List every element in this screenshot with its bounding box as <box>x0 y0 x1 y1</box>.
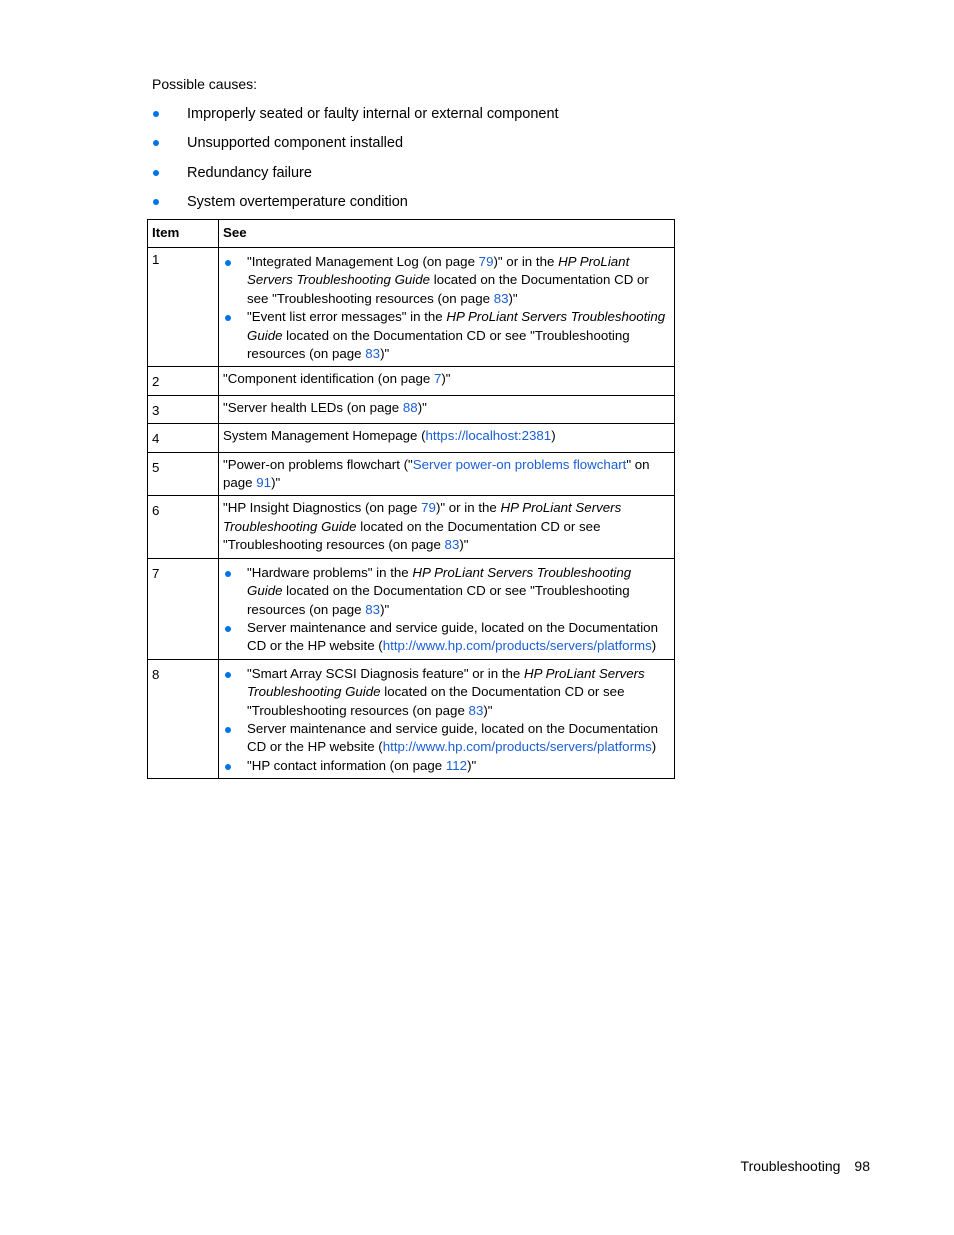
list-item: Server maintenance and service guide, located on the Documentation CD or the HP website (http://www.hp.com/products/servers/platforms) <box>223 619 670 656</box>
bullet-icon <box>153 111 159 117</box>
page-link[interactable]: 83 <box>365 601 381 617</box>
page-link[interactable]: 91 <box>256 475 272 491</box>
url-link[interactable]: http://www.hp.com/products/servers/platforms <box>382 638 652 654</box>
see-cell: "HP Insight Diagnostics (on page 79)" or in the HP ProLiant Servers Troubleshooting Guide located on the Documentation CD or see "Troubleshooting resources (on page 83)" <box>219 496 675 558</box>
see-cell <box>219 659 675 778</box>
url-link[interactable]: https://localhost:2381 <box>425 428 552 444</box>
see-list <box>223 253 670 363</box>
item-number: 3 <box>148 395 219 423</box>
bullet-icon <box>225 672 231 678</box>
cause-item: Redundancy failure <box>152 162 559 191</box>
see-cell: "Power-on problems flowchart ("Server power-on problems flowchart" on page 91)" <box>219 452 675 496</box>
table-row <box>148 659 675 778</box>
bullet-icon <box>225 626 231 632</box>
table-header-row <box>148 220 675 248</box>
see-list <box>223 665 670 775</box>
page-link[interactable]: 79 <box>478 254 494 269</box>
see-cell: "Component identification (on page 7)" <box>219 367 675 395</box>
item-number: 6 <box>148 496 219 558</box>
item-number: 8 <box>148 659 219 778</box>
see-list <box>223 564 670 656</box>
list-item: "Event list error messages" in the HP ProLiant Servers Troubleshooting Guide located on the Documentation CD or see "Troubleshooting resources (on page 83)" <box>223 308 670 363</box>
bullet-icon <box>225 315 231 321</box>
cause-item: System overtemperature condition <box>152 191 559 220</box>
table-row <box>148 452 675 496</box>
page-link[interactable]: 7 <box>433 371 442 387</box>
bullet-icon <box>153 199 159 205</box>
list-item: "Integrated Management Log (on page 79)" or in the HP ProLiant Servers Troubleshooting Guide located on the Documentation CD or see "Troubleshooting resources (on page 83)" <box>223 253 670 308</box>
bullet-icon <box>225 260 231 266</box>
table-row <box>148 558 675 659</box>
page-link[interactable]: 79 <box>421 500 436 516</box>
see-cell <box>219 248 675 367</box>
header-item: Item <box>148 220 219 248</box>
bullet-icon <box>153 170 159 176</box>
page-footer <box>741 1158 870 1174</box>
table-row <box>148 424 675 452</box>
bullet-icon <box>225 571 231 577</box>
table-row <box>148 248 675 367</box>
cause-item: Unsupported component installed <box>152 132 559 161</box>
page-link[interactable]: 83 <box>444 537 460 553</box>
possible-causes-heading: Possible causes: <box>152 76 258 92</box>
table-row <box>148 395 675 423</box>
item-number: 5 <box>148 452 219 496</box>
page-link[interactable]: 83 <box>468 702 484 718</box>
page-link[interactable]: 88 <box>402 399 418 415</box>
see-cell: "Server health LEDs (on page 88)" <box>219 395 675 423</box>
see-cell <box>219 558 675 659</box>
table-row <box>148 367 675 395</box>
page-link[interactable]: 83 <box>493 290 509 306</box>
page-link[interactable]: 83 <box>365 346 381 362</box>
list-item: "Hardware problems" in the HP ProLiant Servers Troubleshooting Guide located on the Documentation CD or see "Troubleshooting resources (on page 83)" <box>223 564 670 619</box>
causes-list <box>152 103 559 221</box>
header-see: See <box>219 220 675 248</box>
cause-item: Improperly seated or faulty internal or external component <box>152 103 559 132</box>
footer-section: Troubleshooting <box>740 1158 841 1174</box>
bullet-icon <box>225 764 231 770</box>
reference-table <box>147 219 675 779</box>
list-item: "Smart Array SCSI Diagnosis feature" or in the HP ProLiant Servers Troubleshooting Guide located on the Documentation CD or see "Troubleshooting resources (on page 83)" <box>223 665 670 720</box>
see-cell: System Management Homepage (https://localhost:2381) <box>219 424 675 452</box>
item-number: 1 <box>148 248 219 367</box>
page-number: 98 <box>854 1158 870 1174</box>
list-item: "HP contact information (on page 112)" <box>223 757 670 775</box>
item-number: 7 <box>148 558 219 659</box>
item-number: 4 <box>148 424 219 452</box>
flowchart-link[interactable]: Server power-on problems flowchart <box>412 456 627 472</box>
page-link[interactable]: 112 <box>445 757 468 773</box>
bullet-icon <box>153 140 159 146</box>
list-item: Server maintenance and service guide, located on the Documentation CD or the HP website (http://www.hp.com/products/servers/platforms) <box>223 720 670 757</box>
url-link[interactable]: http://www.hp.com/products/servers/platforms <box>382 739 652 755</box>
table-row <box>148 496 675 558</box>
item-number: 2 <box>148 367 219 395</box>
bullet-icon <box>225 727 231 733</box>
